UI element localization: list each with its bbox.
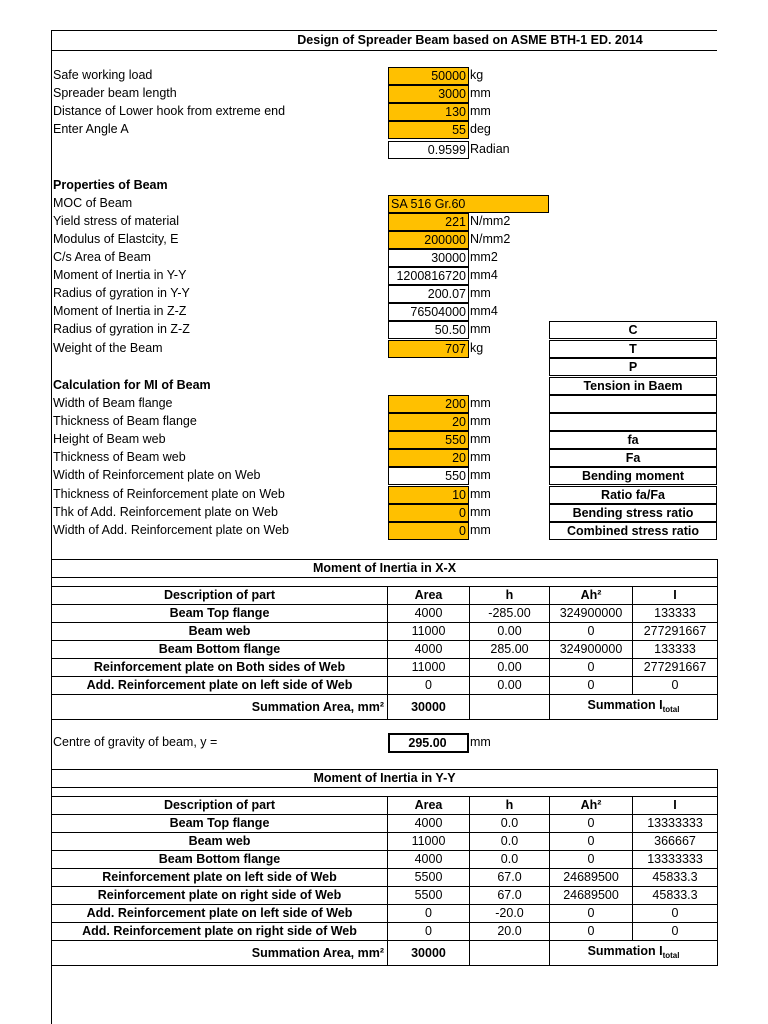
cog-unit: mm: [470, 735, 491, 749]
cell[interactable]: 11000: [388, 833, 470, 851]
cell[interactable]: 277291667: [633, 659, 718, 677]
cell[interactable]: 0: [633, 923, 718, 941]
table-row: [52, 641, 718, 659]
cell[interactable]: 0: [550, 815, 633, 833]
mi-input-label: Width of Beam flange: [53, 396, 173, 410]
cell[interactable]: 0: [633, 677, 718, 695]
unit-label: mm: [470, 487, 491, 501]
property-label: MOC of Beam: [53, 196, 133, 210]
unit-label: mm: [470, 86, 491, 100]
cell[interactable]: 5500: [388, 869, 470, 887]
right-cell-bending-moment[interactable]: Bending moment: [549, 467, 717, 485]
cell[interactable]: 45833.3: [633, 869, 718, 887]
modulus-cell[interactable]: 200000: [388, 231, 469, 249]
column-header: Ah²: [550, 797, 633, 815]
table-row: [52, 623, 718, 641]
sheet-title: Design of Spreader Beam based on ASME BTH-1 ED. 2014: [297, 33, 643, 47]
table-row: [52, 815, 718, 833]
cell[interactable]: 0.0: [470, 833, 550, 851]
input-label: Distance of Lower hook from extreme end: [53, 104, 286, 118]
cell[interactable]: 0: [550, 659, 633, 677]
mi-input-label: Height of Beam web: [53, 432, 166, 446]
cell[interactable]: 24689500: [550, 869, 633, 887]
cell[interactable]: 324900000: [550, 605, 633, 623]
add-reinf-width-cell[interactable]: 0: [388, 522, 469, 540]
unit-label: mm4: [470, 268, 498, 282]
property-label: Radius of gyration in Z-Z: [53, 322, 190, 336]
cell[interactable]: 4000: [388, 851, 470, 869]
table-row: [52, 851, 718, 869]
right-cell-tension[interactable]: Tension in Baem: [549, 377, 717, 395]
unit-label: mm2: [470, 250, 498, 264]
part-name: Reinforcement plate on left side of Web: [52, 869, 388, 887]
unit-label: mm: [470, 505, 491, 519]
unit-label: mm: [470, 468, 491, 482]
summation-area-label: Summation Area, mm²: [52, 695, 388, 720]
column-header: Description of part: [52, 587, 388, 605]
moment-of-inertia-yy-table: [51, 769, 718, 966]
cell[interactable]: 5500: [388, 887, 470, 905]
unit-label: mm: [470, 450, 491, 464]
table-row: [52, 887, 718, 905]
area-cell[interactable]: 30000: [388, 249, 469, 267]
right-cell-empty-1[interactable]: [549, 395, 717, 413]
property-label: Radius of gyration in Y-Y: [53, 286, 190, 300]
reinf-width-cell[interactable]: 550: [388, 467, 469, 485]
cell[interactable]: 11000: [388, 623, 470, 641]
property-label: Modulus of Elastcity, E: [53, 232, 179, 246]
unit-label: mm: [470, 322, 491, 336]
part-name: Reinforcement plate on Both sides of Web: [52, 659, 388, 677]
sheet-top-border: [51, 30, 717, 31]
angle-a-cell[interactable]: 55: [388, 121, 469, 139]
table-row: [52, 905, 718, 923]
table-title: Moment of Inertia in Y-Y: [52, 770, 718, 788]
rg-zz-cell[interactable]: 50.50: [388, 321, 469, 339]
cell[interactable]: [470, 695, 550, 720]
cell[interactable]: 324900000: [550, 641, 633, 659]
table-row: [52, 659, 718, 677]
flange-width-cell[interactable]: 200: [388, 395, 469, 413]
column-header: h: [470, 587, 550, 605]
cell[interactable]: 24689500: [550, 887, 633, 905]
property-label: Moment of Inertia in Z-Z: [53, 304, 187, 318]
cell[interactable]: 67.0: [470, 869, 550, 887]
unit-label: N/mm2: [470, 232, 511, 246]
unit-label: deg: [470, 122, 491, 136]
right-cell-p[interactable]: P: [549, 358, 717, 376]
right-cell-ratio[interactable]: Ratio fa/Fa: [549, 486, 717, 504]
add-reinf-thickness-cell[interactable]: 0: [388, 504, 469, 522]
summation-i-label: Summation $I_{total}$: [550, 941, 718, 966]
unit-label: mm: [470, 286, 491, 300]
unit-label: mm: [470, 432, 491, 446]
mi-heading: Calculation for MI of Beam: [53, 378, 211, 392]
table-title: Moment of Inertia in X-X: [52, 560, 718, 578]
cell[interactable]: -285.00: [470, 605, 550, 623]
property-label: Weight of the Beam: [53, 341, 163, 355]
table-row: [52, 677, 718, 695]
part-name: Add. Reinforcement plate on right side of Web: [52, 923, 388, 941]
table-row: [52, 833, 718, 851]
summation-i-label: Summation $I_{total}$: [550, 695, 718, 720]
unit-label: kg: [470, 68, 484, 82]
cell[interactable]: -20.0: [470, 905, 550, 923]
part-name: Beam web: [52, 623, 388, 641]
cog-value[interactable]: 295.00: [388, 733, 469, 753]
cell[interactable]: 13333333: [633, 851, 718, 869]
mi-zz-cell[interactable]: 76504000: [388, 303, 469, 321]
input-label: Spreader beam length: [53, 86, 177, 100]
part-name: Beam Bottom flange: [52, 851, 388, 869]
right-cell-bending-ratio[interactable]: Bending stress ratio: [549, 504, 717, 522]
cell[interactable]: 4000: [388, 605, 470, 623]
cell[interactable]: 0: [388, 905, 470, 923]
right-cell-t[interactable]: T: [549, 340, 717, 358]
cell[interactable]: 0: [550, 623, 633, 641]
table-row: [52, 869, 718, 887]
flange-thickness-cell[interactable]: 20: [388, 413, 469, 431]
mi-input-label: Thk of Add. Reinforcement plate on Web: [53, 505, 278, 519]
cell[interactable]: 366667: [633, 833, 718, 851]
beam-weight-cell[interactable]: 707: [388, 340, 469, 358]
cell[interactable]: 20.0: [470, 923, 550, 941]
cell[interactable]: 0: [388, 677, 470, 695]
cell[interactable]: 45833.3: [633, 887, 718, 905]
cog-label: Centre of gravity of beam, y =: [53, 735, 218, 749]
part-name: Beam Top flange: [52, 815, 388, 833]
part-name: Add. Reinforcement plate on left side of Web: [52, 905, 388, 923]
unit-label: kg: [470, 341, 484, 355]
cell[interactable]: 133333: [633, 605, 718, 623]
cell[interactable]: 277291667: [633, 623, 718, 641]
summation-area-value[interactable]: 30000: [388, 695, 470, 720]
cell[interactable]: 0: [550, 905, 633, 923]
cell[interactable]: 0: [550, 677, 633, 695]
cell[interactable]: 0.00: [470, 659, 550, 677]
cell[interactable]: 67.0: [470, 887, 550, 905]
mi-input-label: Thickness of Beam web: [53, 450, 186, 464]
part-name: Add. Reinforcement plate on left side of Web: [52, 677, 388, 695]
column-header: Ah²: [550, 587, 633, 605]
right-cell-c[interactable]: C: [549, 321, 717, 339]
right-cell-fa-allow[interactable]: Fa: [549, 449, 717, 467]
cell[interactable]: [470, 941, 550, 966]
column-header: I: [633, 587, 718, 605]
unit-label: mm: [470, 396, 491, 410]
mi-input-label: Width of Add. Reinforcement plate on Web: [53, 523, 290, 537]
unit-label: N/mm2: [470, 214, 511, 228]
right-cell-fa[interactable]: fa: [549, 431, 717, 449]
table-row: [52, 923, 718, 941]
summation-row: [52, 695, 718, 720]
column-header: h: [470, 797, 550, 815]
cell[interactable]: 0.0: [470, 815, 550, 833]
cell[interactable]: 0.0: [470, 851, 550, 869]
properties-heading: Properties of Beam: [53, 178, 168, 192]
part-name: Reinforcement plate on right side of Web: [52, 887, 388, 905]
web-thickness-cell[interactable]: 20: [388, 449, 469, 467]
cell[interactable]: 0: [388, 923, 470, 941]
hook-distance-cell[interactable]: 130: [388, 103, 469, 121]
summation-row: [52, 941, 718, 966]
moment-of-inertia-xx-table: [51, 559, 718, 720]
reinf-thickness-cell[interactable]: 10: [388, 486, 469, 504]
input-label: Safe working load: [53, 68, 153, 82]
mi-input-label: Thickness of Beam flange: [53, 414, 197, 428]
unit-label: mm4: [470, 304, 498, 318]
mi-input-label: Thickness of Reinforcement plate on Web: [53, 487, 285, 501]
input-label: Enter Angle A: [53, 122, 129, 136]
beam-length-cell[interactable]: 3000: [388, 85, 469, 103]
cell[interactable]: 0: [550, 923, 633, 941]
cell[interactable]: 0: [550, 851, 633, 869]
cell[interactable]: 285.00: [470, 641, 550, 659]
cell[interactable]: 0: [633, 905, 718, 923]
column-header: Description of part: [52, 797, 388, 815]
property-label: C/s Area of Beam: [53, 250, 151, 264]
right-cell-empty-2[interactable]: [549, 413, 717, 431]
part-name: Beam Bottom flange: [52, 641, 388, 659]
summation-area-label: Summation Area, mm²: [52, 941, 388, 966]
table-row: [52, 605, 718, 623]
rg-yy-cell[interactable]: 200.07: [388, 285, 469, 303]
safe-working-load-cell[interactable]: 50000: [388, 67, 469, 85]
radian-cell[interactable]: 0.9599: [388, 141, 469, 159]
cell[interactable]: 0.00: [470, 623, 550, 641]
cell[interactable]: 4000: [388, 641, 470, 659]
title-underline: [51, 50, 717, 51]
cell[interactable]: 0.00: [470, 677, 550, 695]
column-header: Area: [388, 587, 470, 605]
part-name: Beam Top flange: [52, 605, 388, 623]
right-cell-combined-ratio[interactable]: Combined stress ratio: [549, 522, 717, 540]
cell[interactable]: 133333: [633, 641, 718, 659]
moc-cell[interactable]: SA 516 Gr.60: [388, 195, 549, 213]
mi-input-label: Width of Reinforcement plate on Web: [53, 468, 261, 482]
unit-label: mm: [470, 414, 491, 428]
column-header: Area: [388, 797, 470, 815]
cell[interactable]: 0: [550, 833, 633, 851]
unit-label: Radian: [470, 142, 510, 156]
web-height-cell[interactable]: 550: [388, 431, 469, 449]
part-name: Beam web: [52, 833, 388, 851]
property-label: Moment of Inertia in Y-Y: [53, 268, 187, 282]
unit-label: mm: [470, 523, 491, 537]
column-header: I: [633, 797, 718, 815]
property-label: Yield stress of material: [53, 214, 179, 228]
cell[interactable]: 13333333: [633, 815, 718, 833]
mi-yy-cell[interactable]: 1200816720: [388, 267, 469, 285]
cell[interactable]: 4000: [388, 815, 470, 833]
unit-label: mm: [470, 104, 491, 118]
yield-stress-cell[interactable]: 221: [388, 213, 469, 231]
summation-area-value[interactable]: 30000: [388, 941, 470, 966]
cell[interactable]: 11000: [388, 659, 470, 677]
